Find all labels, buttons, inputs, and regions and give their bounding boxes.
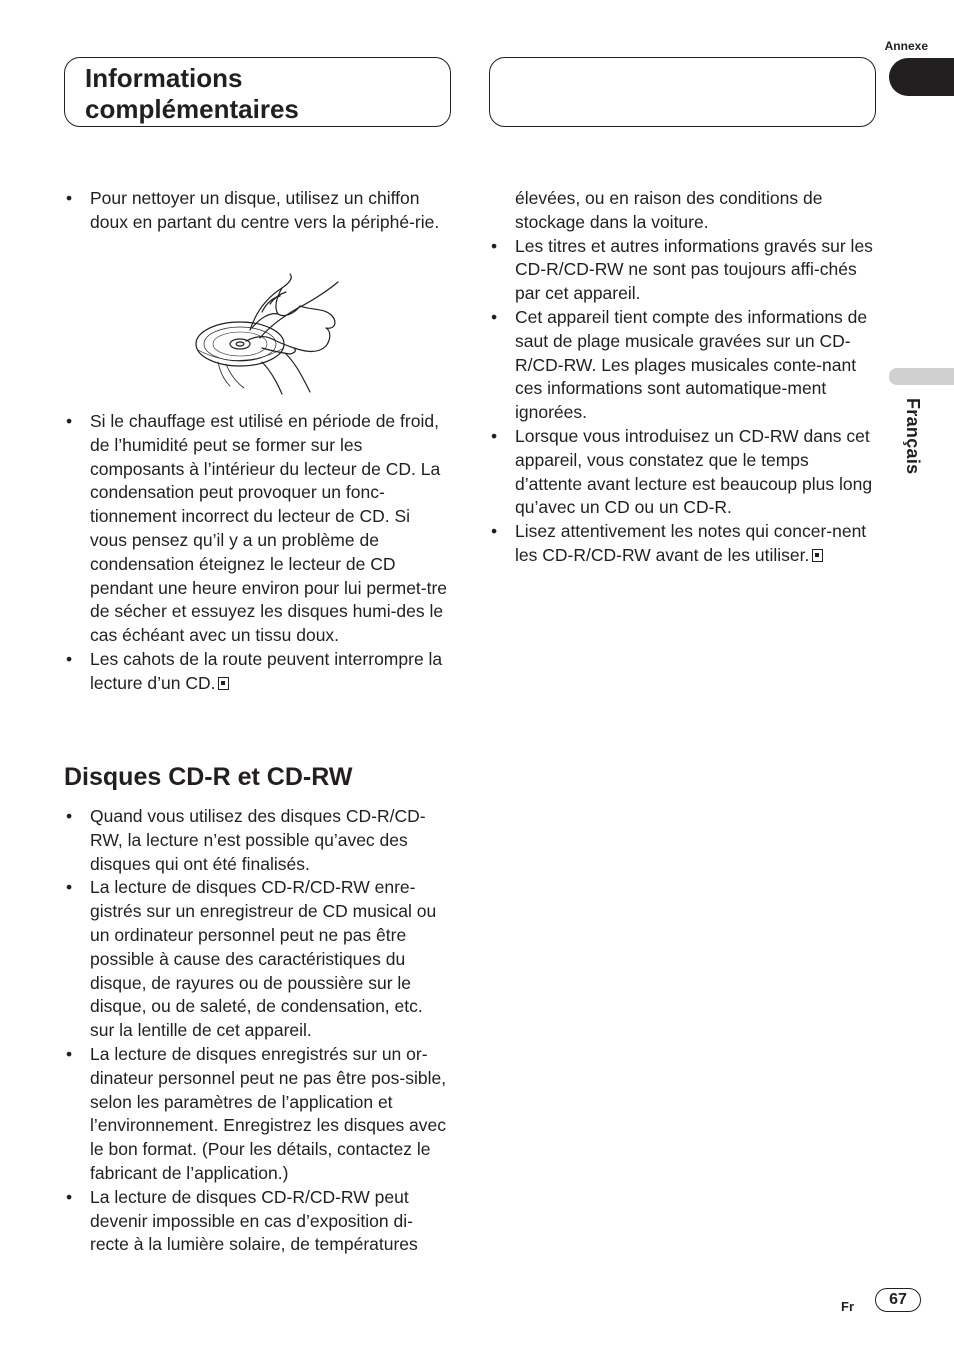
list-item: • Pour nettoyer un disque, utilisez un chiffon doux en partant du centre vers la périphé-rie.: [64, 187, 450, 235]
list-item-continuation: élevées, ou en raison des conditions de stockage dans la voiture.: [515, 188, 823, 232]
left-top-list: [64, 187, 450, 235]
list-item: • Cet appareil tient compte des informations de saut de plage musicale gravées sur un CD-R/CD-RW. Les plages musicales conte-nant ces informations sont automatique-ment ignorées.: [489, 306, 875, 425]
cdr-left-text: [64, 805, 450, 1257]
section-title: Disques CD-R et CD-RW: [64, 763, 353, 791]
left-mid-list: [64, 410, 450, 696]
right-column-text: [489, 187, 875, 568]
cdr-list: [64, 805, 450, 1257]
list-item: [489, 520, 875, 568]
page-number: 67: [875, 1288, 921, 1312]
end-of-section-icon: [812, 549, 823, 562]
list-item-text: Lisez attentivement les notes qui concer-nent les CD-R/CD-RW avant de les utiliser.: [515, 521, 867, 565]
list-item: • Lorsque vous introduisez un CD-RW dans cet appareil, vous constatez que le temps d’attente avant lecture est beaucoup plus long qu’avec un CD ou un CD-R.: [489, 425, 875, 520]
header-empty-box: [489, 57, 876, 127]
right-list: [489, 187, 875, 568]
list-item: • La lecture de disques CD-R/CD-RW peut devenir impossible en cas d’exposition di-recte à la lumière solaire, de températures: [64, 1186, 450, 1257]
hand-wiping-disc-icon: [190, 268, 350, 400]
list-item-text: Les cahots de la route peuvent interrompre la lecture d’un CD.: [90, 648, 443, 693]
list-item: • Quand vous utilisez des disques CD-R/CD-RW, la lecture n’est possible qu’avec des disques qui ont été finalisés.: [64, 805, 450, 876]
section-label: Annexe: [884, 39, 928, 53]
language-label: Français: [903, 398, 923, 475]
list-item: • La lecture de disques CD-R/CD-RW enre-gistrés sur un enregistreur de CD musical ou un ordinateur personnel peut ne pas être possible à cause des caractéristiques du disque, de rayures ou de poussière sur le disque, ou de saleté, de condensation, etc. sur la lentille de cet appareil.: [64, 876, 450, 1043]
footer-language: Fr: [841, 1299, 854, 1314]
list-item: • Les titres et autres informations gravés sur les CD-R/CD-RW ne sont pas toujours affi-chés par cet appareil.: [489, 235, 875, 306]
left-mid-text: [64, 410, 450, 696]
left-top-text: [64, 187, 450, 235]
page-title: Informations complémentaires: [85, 63, 299, 124]
section-tab: [889, 58, 954, 96]
list-item: [64, 648, 450, 696]
end-of-section-icon: [218, 677, 229, 690]
list-item: • La lecture de disques enregistrés sur un or-dinateur personnel peut ne pas être pos-sible, selon les paramètres de l’application et l’environnement. Enregistrez les disques avec le bon format. (Pour les détails, contactez le fabricant de l’application.): [64, 1043, 450, 1186]
header-title-box: [64, 57, 451, 127]
language-tab: [889, 368, 954, 385]
list-item: • Si le chauffage est utilisé en période de froid, de l’humidité peut se former sur les composants à l’intérieur du lecteur de CD. La condensation peut provoquer un fonc-tionnement incorrect du lecteur de CD. Si vous pensez qu’il y a un problème de condensation éteignez le lecteur de CD pendant une heure environ pour lui permet-tre de sécher et essuyez les disques humi-des le cas échéant avec un tissu doux.: [64, 410, 450, 648]
